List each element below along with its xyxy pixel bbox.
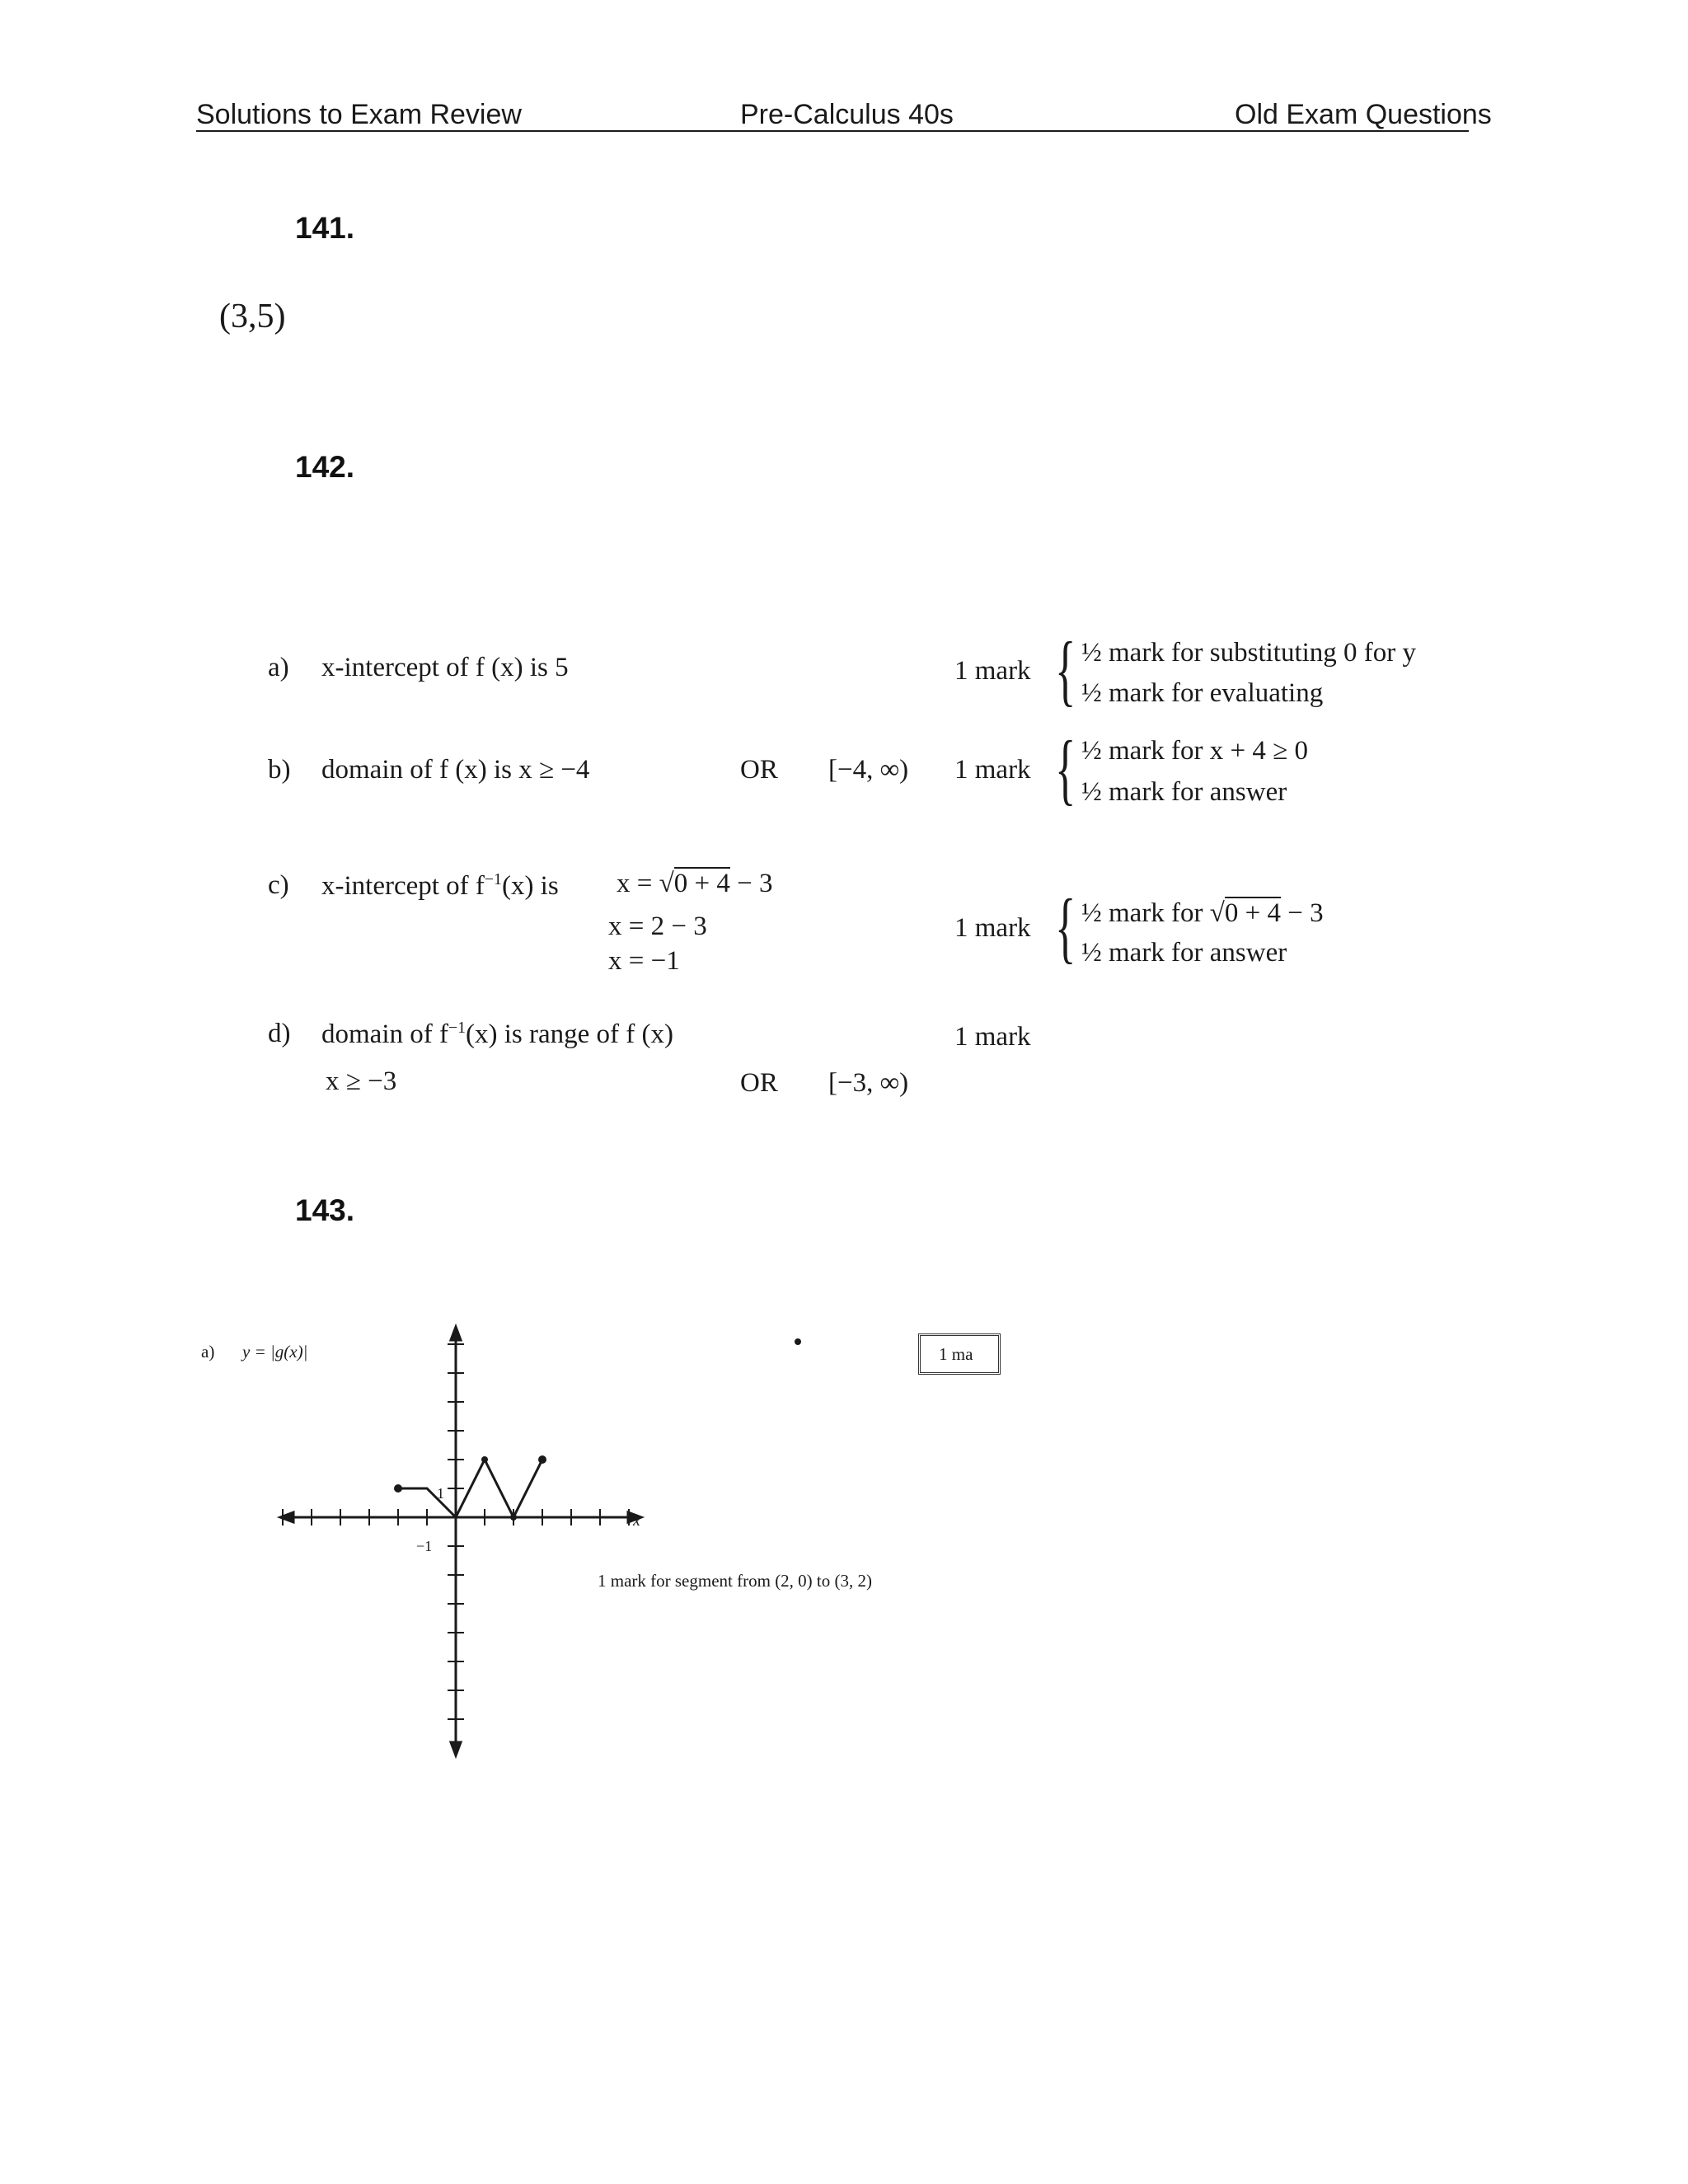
y-axis-bottom-arrow <box>451 1742 461 1755</box>
part-c-brace: { <box>1055 883 1076 971</box>
part-b-statement: domain of f (x) is x ≥ −4 <box>321 755 590 785</box>
part-b-criterion-2: ½ mark for answer <box>1081 777 1287 807</box>
part-b-interval: [−4, ∞) <box>828 755 909 785</box>
part-c-equation-1: x = √0 + 4 − 3 <box>617 869 773 898</box>
part-b-mark: 1 mark <box>954 755 1031 785</box>
part-d-interval: [−3, ∞) <box>828 1068 909 1098</box>
part-d-inequality: x ≥ −3 <box>326 1066 397 1096</box>
part-a-label: a) <box>268 653 289 682</box>
graph-endpoint-left <box>394 1484 402 1493</box>
question-143-number: 143. <box>295 1193 355 1227</box>
part-c-label: c) <box>268 870 289 900</box>
part-c-criterion-1: ½ mark for √0 + 4 − 3 <box>1081 898 1324 928</box>
part-d-statement-end: (x) is range of f (x) <box>466 1019 673 1049</box>
part-a-statement: x-intercept of f (x) is 5 <box>321 653 569 682</box>
part-c-statement-end: (x) is <box>501 871 559 901</box>
stray-dot <box>795 1338 801 1345</box>
part-c-criterion-2: ½ mark for answer <box>1081 938 1287 968</box>
part-a-criterion-2: ½ mark for evaluating <box>1081 678 1324 708</box>
part-a-brace: { <box>1055 626 1076 714</box>
tick-label-neg-one: −1 <box>416 1538 433 1554</box>
part-c-inverse-sup: −1 <box>484 870 502 888</box>
part-c-equation-3: x = −1 <box>608 946 680 976</box>
part-a-criterion-1: ½ mark for substituting 0 for y <box>1081 638 1417 668</box>
header-right: Old Exam Questions <box>1235 99 1492 130</box>
part-d-statement-text: domain of f <box>321 1019 448 1049</box>
question-141-number: 141. <box>295 211 355 245</box>
part-c-statement-text: x-intercept of f <box>321 871 485 901</box>
question-141-answer: (3,5) <box>219 298 286 335</box>
function-label: y = |g(x)| <box>242 1342 308 1361</box>
graph-endpoint-right <box>538 1455 546 1464</box>
part-d-mark: 1 mark <box>954 1022 1031 1052</box>
graph-line <box>398 1460 542 1517</box>
part-b-label: b) <box>268 755 291 785</box>
part-d-inverse-sup: −1 <box>448 1019 467 1037</box>
part-c-crit1-suffix: − 3 <box>1281 898 1324 928</box>
y-axis-top-arrow <box>451 1327 461 1340</box>
part-d-or: OR <box>740 1068 778 1098</box>
mark-box: 1 ma <box>918 1333 1001 1375</box>
part-b-criterion-1: ½ mark for x + 4 ≥ 0 <box>1081 736 1309 766</box>
part-c-eq1-prefix: x = <box>617 869 659 898</box>
part-c-crit1-prefix: ½ mark for <box>1081 898 1210 928</box>
graph-vertex-peak <box>481 1456 488 1463</box>
part-b-or: OR <box>740 755 778 785</box>
part-143a-label: a) <box>201 1342 215 1361</box>
part-c-eq1-radicand: 0 + 4 <box>673 869 730 898</box>
part-a-mark: 1 mark <box>954 656 1031 686</box>
graph-vertex-zero <box>510 1514 517 1521</box>
graph-criterion: 1 mark for segment from (2, 0) to (3, 2) <box>598 1571 872 1591</box>
header-left: Solutions to Exam Review <box>196 99 522 130</box>
part-b-brace: { <box>1055 724 1076 813</box>
part-c-mark: 1 mark <box>954 913 1031 943</box>
part-d-label: d) <box>268 1019 291 1048</box>
question-142-number: 142. <box>295 450 355 484</box>
part-c-eq1-suffix: − 3 <box>729 869 773 898</box>
header-center: Pre-Calculus 40s <box>740 99 954 130</box>
part-c-crit1-radicand: 0 + 4 <box>1224 898 1282 928</box>
part-c-equation-2: x = 2 − 3 <box>608 912 707 941</box>
tick-label-one: 1 <box>437 1485 444 1502</box>
x-axis-label: x <box>633 1511 640 1530</box>
